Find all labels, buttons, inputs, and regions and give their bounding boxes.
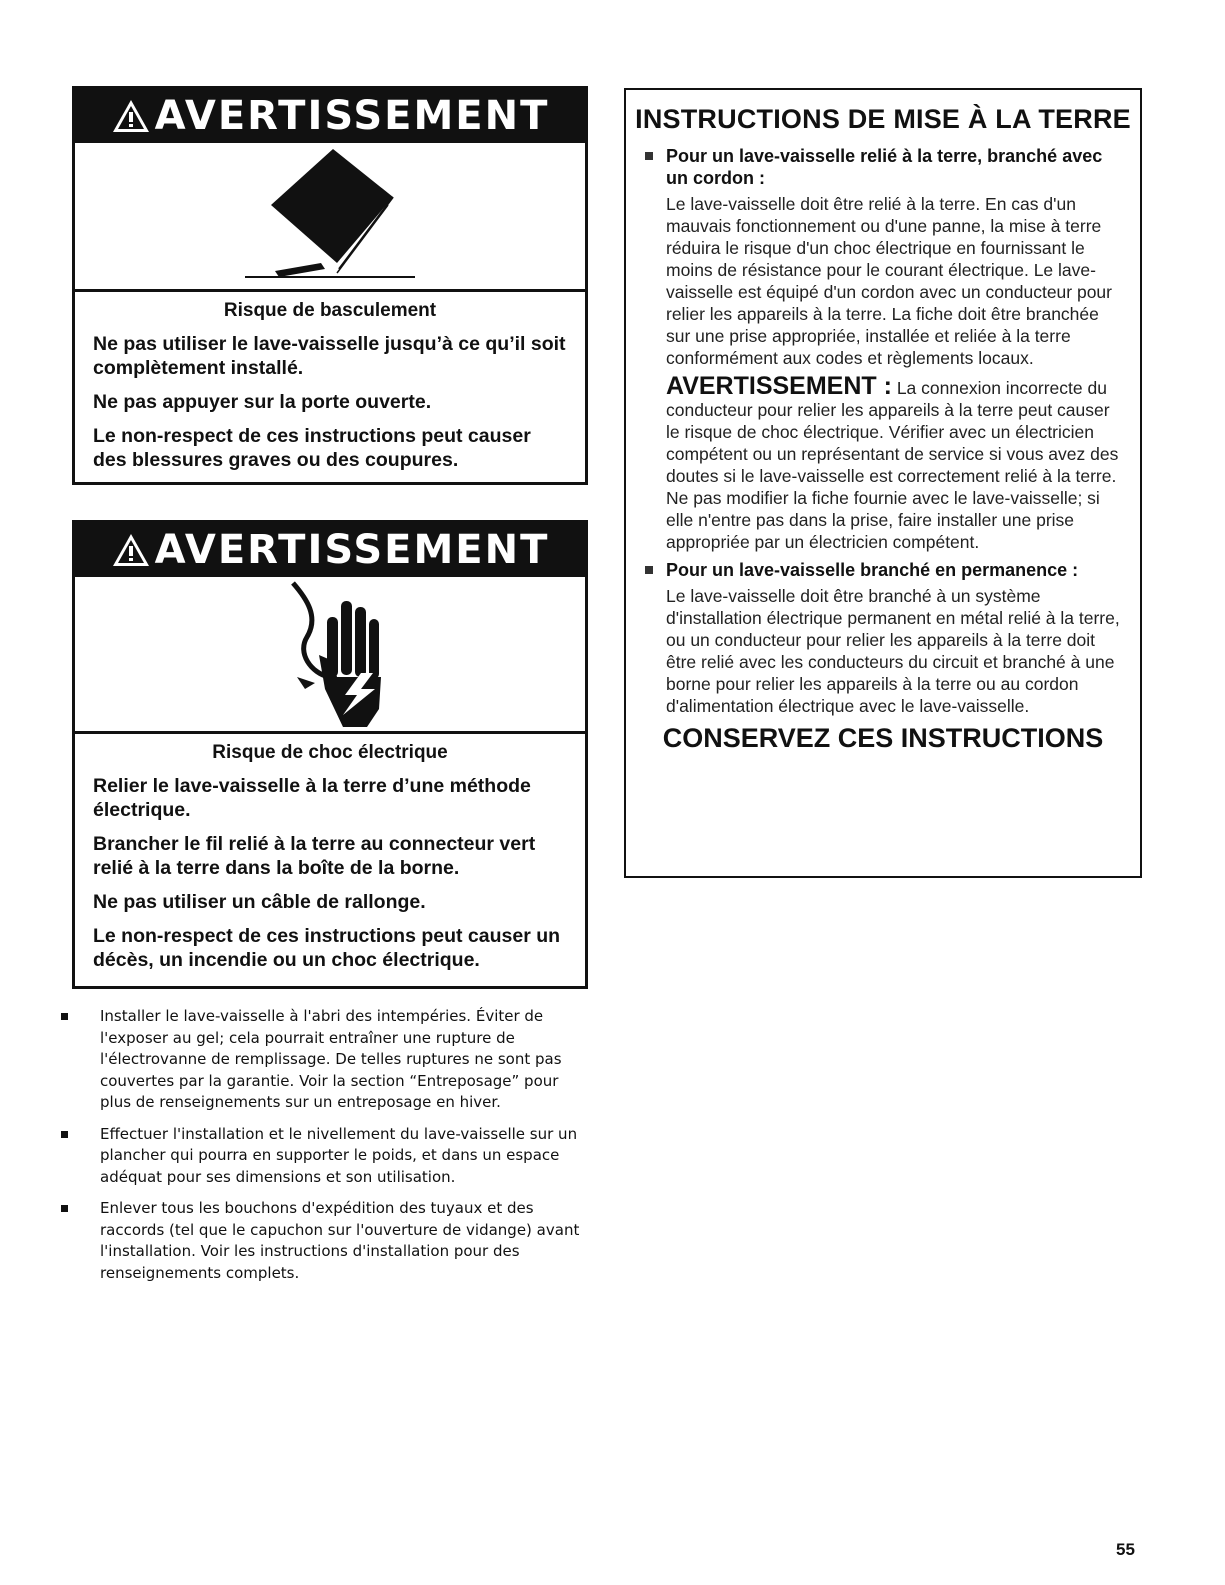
- grounding-warning: [626, 372, 1140, 553]
- warning-paragraph: Le non-respect de ces instructions peut causer un décès, un incendie ou un choc électrique.: [93, 925, 561, 971]
- warning-paragraph: Brancher le fil relié à la terre au connecteur vert relié à la terre dans la boîte de la borne.: [93, 833, 536, 879]
- grounding-instructions-box: [624, 88, 1142, 878]
- section-heading-corded: Pour un lave-vaisselle relié à la terre, branché avec un cordon :: [626, 145, 1140, 189]
- warning-paragraph: Ne pas utiliser le lave-vaisselle jusqu’à ce qu’il soit complètement installé.: [93, 333, 566, 379]
- warning-triangle-icon: [111, 532, 151, 568]
- section-body-permanent: Le lave-vaisselle doit être branché à un système d'installation électrique permanent en métal relié à la terre, ou un conducteur pour relier les appareils à la terre doit être relié avec les conducteurs du circuit et branché à une borne pour relier les appareils à la terre ou au cordon d'alimentation électrique avec le lave-vaisselle.: [666, 586, 1120, 716]
- warning-header-text: AVERTISSEMENT: [154, 527, 550, 573]
- grounding-title: INSTRUCTIONS DE MISE À LA TERRE: [635, 104, 1131, 134]
- warning-triangle-icon: [111, 98, 151, 134]
- inline-warning-label: AVERTISSEMENT :: [666, 372, 892, 400]
- save-instructions-footer: CONSERVEZ CES INSTRUCTIONS: [662, 723, 1104, 753]
- tip-over-icon: [75, 143, 591, 289]
- warning-header: [75, 523, 585, 577]
- tip-over-warning-box: [72, 86, 588, 485]
- installation-notes-list: [60, 1006, 592, 1294]
- section-body-corded: Le lave-vaisselle doit être relié à la terre. En cas d'un mauvais fonctionnement ou d'une panne, la mise à terre réduira le risque d'un choc électrique en fournissant le moins de résistance pour le courant électrique. Le lave-vaisselle est équipé d'un cordon avec un conducteur pour relier les appareils à la terre. La fiche doit être branchée sur une prise appropriée, installée et reliée à la terre conformément aux codes et règlements locaux.: [666, 194, 1112, 368]
- list-item: Enlever tous les bouchons d'expédition des tuyaux et des raccords (tel que le capuchon sur l'ouverture de vidange) avant l'installation. Voir les instructions d'installation pour des renseignements complets.: [60, 1198, 592, 1284]
- tip-over-illustration: [75, 143, 585, 292]
- warning-paragraph: Ne pas appuyer sur la porte ouverte.: [93, 391, 432, 413]
- warning-paragraph: Relier le lave-vaisselle à la terre d’une méthode électrique.: [93, 775, 531, 821]
- warning-paragraph: Le non-respect de ces instructions peut causer des blessures graves ou des coupures.: [93, 425, 531, 471]
- warning-header-text: AVERTISSEMENT: [154, 93, 550, 139]
- list-item: Effectuer l'installation et le nivellement du lave-vaisselle sur un plancher qui pourra en supporter le poids, et dans un espace adéquat pour ses dimensions et son utilisation.: [60, 1124, 592, 1189]
- electric-shock-hand-icon: [75, 577, 591, 731]
- warning-header: [75, 89, 585, 143]
- inline-warning-text: La connexion incorrecte du conducteur pour relier les appareils à la terre peut causer le risque de choc électrique. Vérifier avec un électricien compétent ou un représentant de service si vous avez des doutes si le lave-vaisselle est correctement relié à la terre. Ne pas modifier la fiche fournie avec le lave-vaisselle; si elle n'entre pas dans la prise, faire installer une prise appropriée par un électricien compétent.: [666, 378, 1119, 552]
- list-item: Installer le lave-vaisselle à l'abri des intempéries. Éviter de l'exposer au gel; cela pourrait entraîner une rupture de l'électrovanne de remplissage. De telles ruptures ne sont pas couvertes par la garantie. Voir la section “Entreposage” pour plus de renseignements sur un entreposage en hiver.: [60, 1006, 592, 1114]
- electric-shock-illustration: [75, 577, 585, 734]
- electric-shock-warning-box: [72, 520, 588, 989]
- warning-paragraph: Ne pas utiliser un câble de rallonge.: [93, 891, 426, 913]
- risk-title: Risque de choc électrique: [212, 742, 448, 763]
- page-number: 55: [1116, 1540, 1135, 1559]
- risk-title: Risque de basculement: [223, 300, 437, 321]
- section-heading-permanent: Pour un lave-vaisselle branché en permanence :: [626, 559, 1140, 581]
